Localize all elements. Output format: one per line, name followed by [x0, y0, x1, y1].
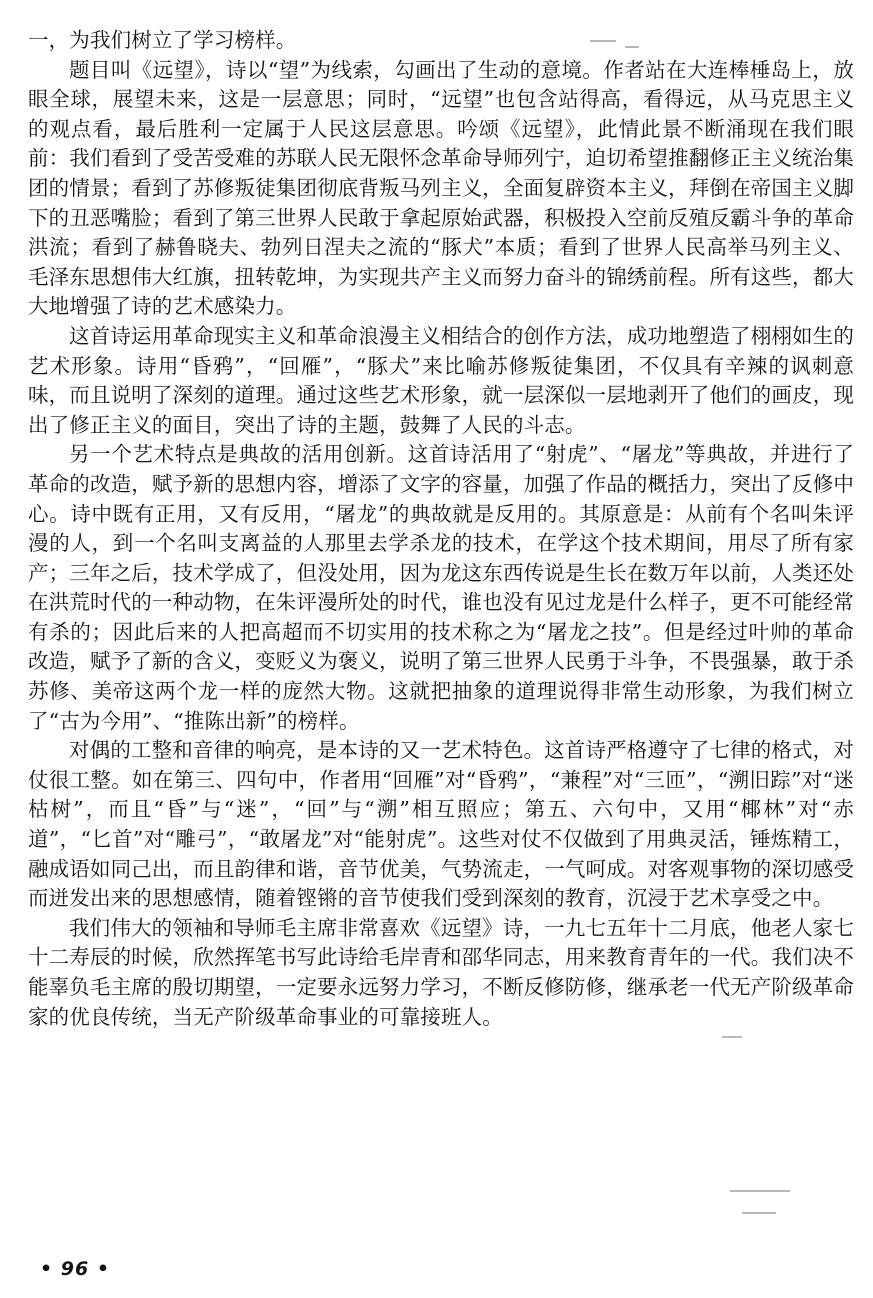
document-page — [28, 26, 854, 1032]
scan-speck — [625, 46, 639, 48]
paragraph-3: 这首诗运用革命现实主义和革命浪漫主义相结合的创作方法，成功地塑造了栩栩如生的艺术形象。诗用“昏鸦”，“回雁”，“豚犬”来比喻苏修叛徒集团，不仅具有辛辣的讽刺意味，而且说明了深刻的道理。通过这些艺术形象，就一层深似一层地剥开了他们的画皮，现出了修正主义的面目，突出了诗的主题，鼓舞了人民的斗志。 — [28, 323, 854, 437]
scan-speck — [590, 40, 616, 42]
paragraph-4: 另一个艺术特点是典故的活用创新。这首诗活用了“射虎”、“屠龙”等典故，并进行了革命的改造，赋予新的思想内容，增添了文字的容量，加强了作品的概括力，突出了反修中心。诗中既有正用，又有反用，“屠龙”的典故就是反用的。其原意是：从前有个名叫朱评漫的人，到一个名叫支离益的人那里去学杀龙的技术，在学这个技术期间，用尽了所有家产；三年之后，技术学成了，但没处用，因为龙这东西传说是生长在数万年以前，人类还处在洪荒时代的一种动物，在朱评漫所处的时代，谁也没有见过龙是什么样子，更不可能经常有杀的；因此后来的人把高超而不切实用的技术称之为“屠龙之技”。但是经过叶帅的革命改造，赋予了新的含义，变贬义为褒义，说明了第三世界人民勇于斗争，不畏强暴，敢于杀苏修、美帝这两个龙一样的庞然大物。这就把抽象的道理说得非常生动形象，为我们树立了“古为今用”、“推陈出新”的榜样。 — [28, 442, 854, 733]
paragraph-1-continued: 一，为我们树立了学习榜样。 — [28, 28, 297, 52]
paragraph-6: 我们伟大的领袖和导师毛主席非常喜欢《远望》诗，一九七五年十二月底，他老人家七十二寿辰的时候，欣然挥笔书写此诗给毛岸青和邵华同志，用来教育青年的一代。我们决不能辜负毛主席的殷切期望，一定要永远努力学习，不断反修防修，继承老一代无产阶级革命家的优良传统，当无产阶级革命事业的可靠接班人。 — [28, 915, 854, 1029]
scan-speck — [722, 1036, 742, 1038]
page-number: • 96 • — [40, 1258, 110, 1280]
paragraph-2: 题目叫《远望》，诗以“望”为线索，勾画出了生动的意境。作者站在大连棒棰岛上，放眼全球，展望未来，这是一层意思；同时，“远望”也包含站得高，看得远，从马克思主义的观点看，最后胜利一定属于人民这层意思。吟颂《远望》，此情此景不断涌现在我们眼前：我们看到了受苦受难的苏联人民无限怀念革命导师列宁，迫切希望推翻修正主义统治集团的情景；看到了苏修叛徒集团彻底背叛马列主义，全面复辟资本主义，拜倒在帝国主义脚下的丑恶嘴脸；看到了第三世界人民敢于拿起原始武器，积极投入空前反殖反霸斗争的革命洪流；看到了赫鲁晓夫、勃列日涅夫之流的“豚犬”本质；看到了世界人民高举马列主义、毛泽东思想伟大红旗，扭转乾坤，为实现共产主义而努力奋斗的锦绣前程。所有这些，都大大地增强了诗的艺术感染力。 — [28, 57, 854, 319]
scan-speck — [742, 1212, 776, 1214]
scan-speck — [730, 1190, 790, 1192]
paragraph-5: 对偶的工整和音律的响亮，是本诗的又一艺术特色。这首诗严格遵守了七律的格式，对仗很工整。如在第三、四句中，作者用“回雁”对“昏鸦”，“兼程”对“三匝”，“溯旧踪”对“迷枯树”，而且“昏”与“迷”，“回”与“溯”相互照应；第五、六句中，又用“椰林”对“赤道”，“匕首”对“雕弓”，“敢屠龙”对“能射虎”。这些对仗不仅做到了用典灵活，锤炼精工，融成语如同己出，而且韵律和谐，音节优美，气势流走，一气呵成。对客观事物的深切感受而迸发出来的思想感情，随着铿锵的音节使我们受到深刻的教育，沉浸于艺术享受之中。 — [28, 738, 854, 911]
